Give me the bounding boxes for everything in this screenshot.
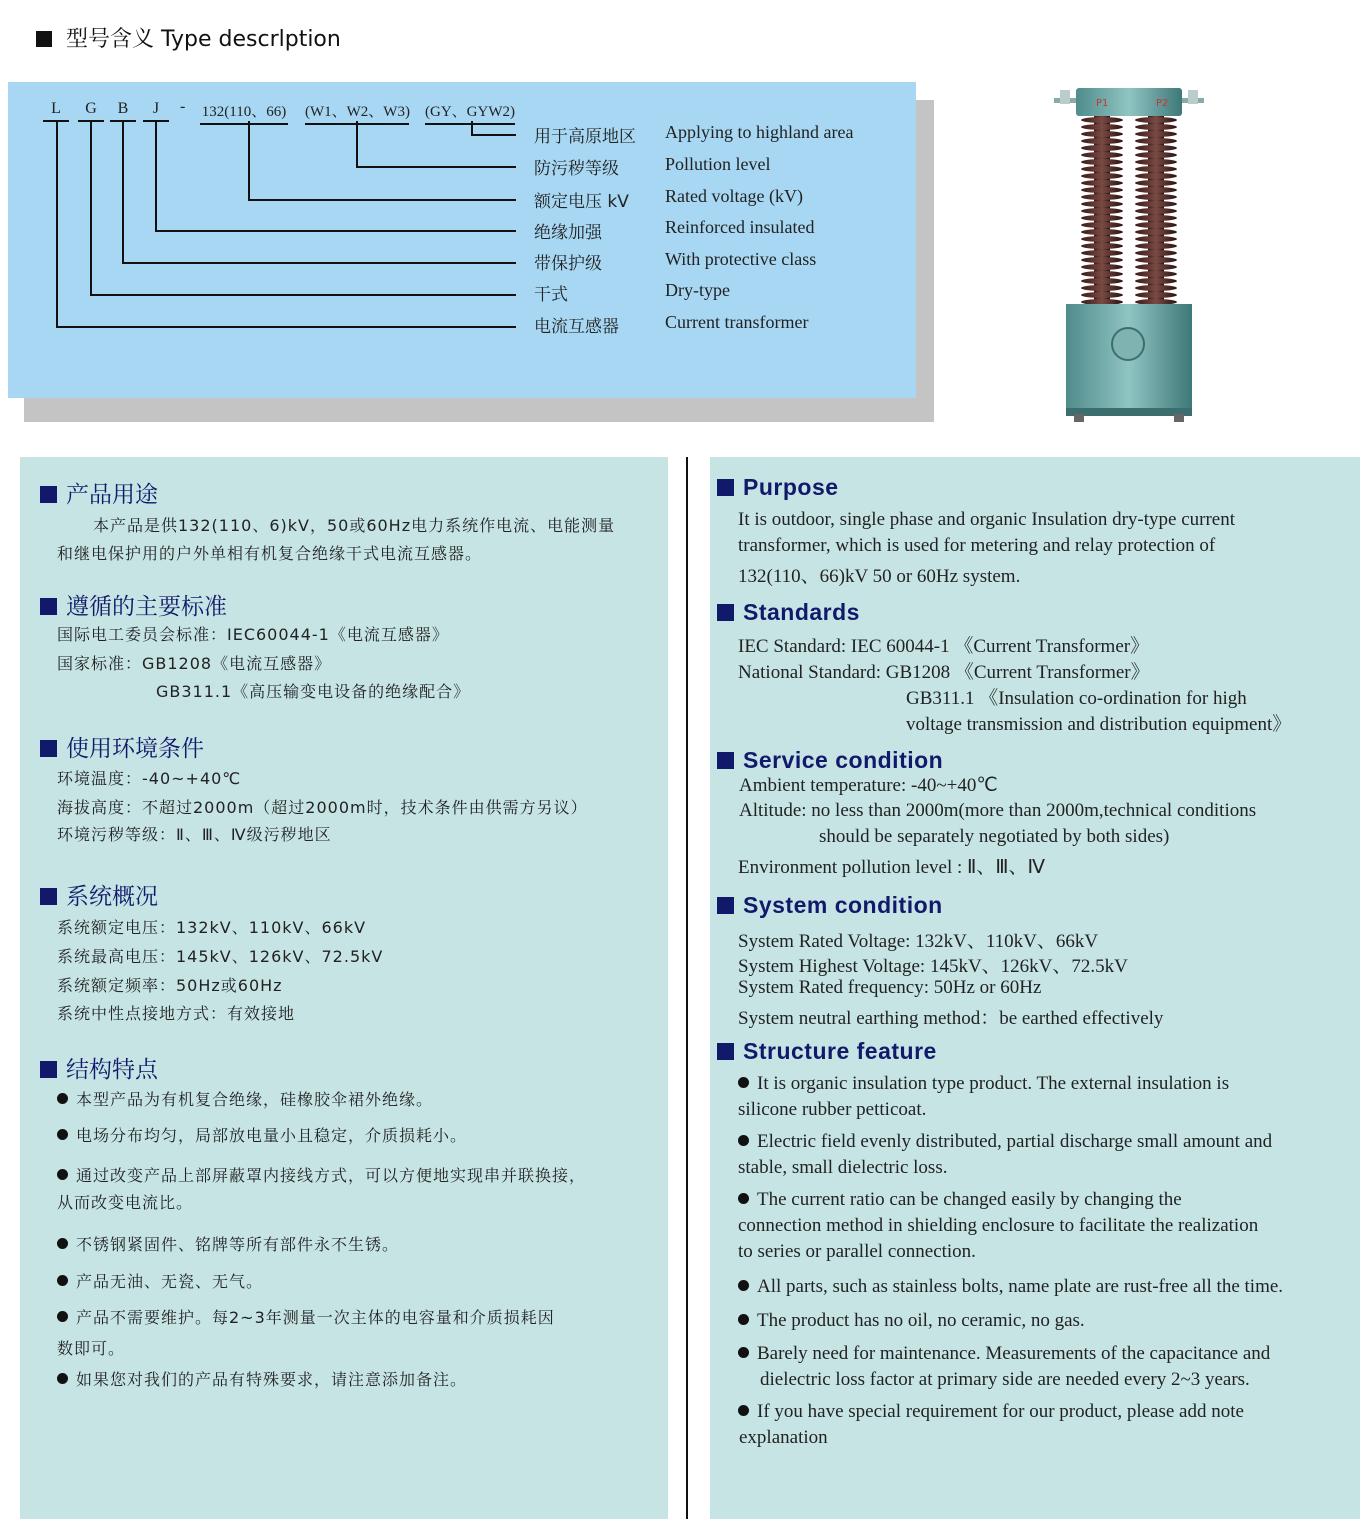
bullet-icon — [738, 1077, 749, 1088]
insulator-shed — [1081, 131, 1123, 137]
type-row-en: Dry-type — [665, 280, 730, 300]
code-b: B — [110, 100, 136, 122]
insulator-shed — [1135, 236, 1177, 242]
insulator-shed — [1135, 117, 1177, 123]
service-zh-line: 环境污秽等级：Ⅱ、Ⅲ、Ⅳ级污秽地区 — [57, 825, 332, 844]
service-en-line: Altitude: no less than 2000m(more than 2000m,technical conditions — [739, 800, 1257, 821]
square-bullet-icon — [40, 1061, 57, 1078]
type-row-zh: 绝缘加强 — [534, 223, 602, 243]
insulator-shed — [1135, 159, 1177, 165]
bullet-icon — [738, 1280, 749, 1291]
insulator-shed — [1081, 152, 1123, 158]
insulator-shed — [1081, 145, 1123, 151]
square-bullet-icon — [717, 897, 734, 914]
system-zh-line: 系统额定频率：50Hz或60Hz — [57, 976, 283, 995]
connector-line — [56, 326, 516, 328]
current-transformer-image — [1040, 82, 1220, 422]
bullet-icon — [738, 1314, 749, 1325]
system-en-line: System Rated Voltage: 132kV、110kV、66kV — [738, 931, 1099, 952]
bullet-icon — [738, 1405, 749, 1416]
structure-zh-line: 从而改变电流比。 — [57, 1193, 194, 1212]
insulator-shed — [1135, 292, 1177, 298]
insulator-shed — [1081, 222, 1123, 228]
insulator-shed — [1081, 285, 1123, 291]
section-heading-standards-zh: 遵循的主要标准 — [40, 588, 227, 621]
type-row-en: Pollution level — [665, 154, 771, 174]
page-title: 型号含义 Type descrlption — [66, 27, 341, 52]
insulator-shed — [1081, 278, 1123, 284]
structure-zh-line: 本型产品为有机复合绝缘，硅橡胶伞裙外绝缘。 — [57, 1087, 433, 1110]
insulator-shed — [1081, 187, 1123, 193]
connector-line — [56, 121, 58, 328]
system-zh-line: 系统额定电压：132kV、110kV、66kV — [57, 918, 367, 937]
bullet-icon — [738, 1135, 749, 1146]
structure-en-line: connection method in shielding enclosure to facilitate the realization — [738, 1215, 1259, 1236]
insulator-shed — [1135, 264, 1177, 270]
section-heading-system-zh: 系统概况 — [40, 878, 158, 911]
service-en-line: Environment pollution level : Ⅱ、Ⅲ、Ⅳ — [738, 857, 1046, 878]
insulator-shed — [1135, 285, 1177, 291]
purpose-en-line: It is outdoor, single phase and organic Insulation dry-type current — [738, 509, 1235, 530]
insulator-shed — [1081, 201, 1123, 207]
page-header — [36, 22, 341, 53]
code-highland: (GY、GYW2) — [425, 100, 515, 125]
section-heading-purpose-en: Purpose — [717, 474, 839, 501]
structure-zh-line: 如果您对我们的产品有特殊要求，请注意添加备注。 — [57, 1367, 467, 1390]
structure-en-line: silicone rubber petticoat. — [738, 1099, 927, 1120]
connector-line — [90, 121, 92, 296]
system-zh-line: 系统最高电压：145kV、126kV、72.5kV — [57, 947, 384, 966]
structure-zh-line: 电场分布均匀，局部放电量小且稳定，介质损耗小。 — [57, 1123, 467, 1146]
square-bullet-icon — [717, 479, 734, 496]
structure-zh-line: 产品无油、无瓷、无气。 — [57, 1269, 263, 1292]
insulator-shed — [1081, 250, 1123, 256]
type-row-en: Reinforced insulated — [665, 217, 815, 237]
code-voltage: 132(110、66) — [200, 100, 288, 125]
insulator-shed — [1135, 222, 1177, 228]
structure-zh-line: 数即可。 — [57, 1339, 126, 1358]
type-row-en: With protective class — [665, 249, 817, 269]
insulator-shed — [1081, 194, 1123, 200]
service-en-line: should be separately negotiated by both sides) — [819, 826, 1170, 847]
connector-line — [90, 294, 516, 296]
connector-line — [122, 121, 124, 264]
bullet-icon — [57, 1093, 68, 1104]
connector-line — [248, 199, 516, 201]
service-zh-line: 海拔高度：不超过2000m（超过2000m时，技术条件由供需方另议） — [57, 798, 588, 817]
code-pollution: (W1、W2、W3) — [305, 100, 409, 125]
insulator-shed — [1135, 138, 1177, 144]
purpose-zh-line: 本产品是供132(110、6)kV，50或60Hz电力系统作电流、电能测量 — [93, 516, 616, 535]
code-g: G — [78, 100, 104, 122]
square-bullet-icon — [40, 740, 57, 757]
type-row-zh: 干式 — [534, 285, 568, 305]
service-zh-line: 环境温度：-40~+40℃ — [57, 769, 242, 788]
structure-zh-line: 产品不需要维护。每2~3年测量一次主体的电容量和介质损耗因 — [57, 1305, 555, 1328]
insulator-shed — [1081, 215, 1123, 221]
insulator-shed — [1135, 166, 1177, 172]
insulator-shed — [1135, 152, 1177, 158]
connector-line — [356, 166, 516, 168]
structure-en-line: All parts, such as stainless bolts, name plate are rust-free all the time. — [738, 1276, 1283, 1298]
standards-zh-line: GB311.1《高压输变电设备的绝缘配合》 — [156, 682, 471, 701]
insulator-shed — [1135, 124, 1177, 130]
section-heading-structure-en: Structure feature — [717, 1038, 937, 1065]
insulator-shed — [1081, 243, 1123, 249]
insulator-shed — [1081, 180, 1123, 186]
standards-en-line: voltage transmission and distribution equipment》 — [906, 714, 1292, 735]
bullet-icon — [738, 1193, 749, 1204]
section-heading-purpose-zh: 产品用途 — [40, 476, 158, 509]
standards-en-line: IEC Standard: IEC 60044-1 《Current Transformer》 — [738, 636, 1150, 657]
insulator-shed — [1135, 194, 1177, 200]
bullet-icon — [57, 1238, 68, 1249]
structure-zh-line: 通过改变产品上部屏蔽罩内接线方式，可以方便地实现串并联换接， — [57, 1163, 586, 1186]
connector-line — [155, 121, 157, 232]
code-l: L — [43, 100, 69, 122]
insulator-shed — [1081, 257, 1123, 263]
type-row-zh: 额定电压 kV — [534, 192, 629, 212]
insulator-shed — [1081, 117, 1123, 123]
section-heading-service-zh: 使用环境条件 — [40, 730, 204, 763]
insulator-shed — [1135, 180, 1177, 186]
bullet-icon — [57, 1169, 68, 1180]
square-bullet-icon — [40, 486, 57, 503]
service-en-line: Ambient temperature: -40~+40℃ — [739, 775, 998, 796]
terminal-label-p2: P2 — [1156, 98, 1169, 109]
insulator-shed — [1135, 173, 1177, 179]
insulator-shed — [1081, 236, 1123, 242]
section-heading-standards-en: Standards — [717, 599, 860, 626]
standards-zh-line: 国家标准：GB1208《电流互感器》 — [57, 654, 332, 673]
insulator-shed — [1081, 159, 1123, 165]
system-en-line: System neutral earthing method：be earthed effectively — [738, 1008, 1164, 1029]
square-bullet-icon — [36, 31, 52, 47]
structure-en-line: stable, small dielectric loss. — [738, 1157, 948, 1178]
insulator-shed — [1135, 278, 1177, 284]
insulator-shed — [1135, 187, 1177, 193]
insulator-shed — [1135, 208, 1177, 214]
square-bullet-icon — [40, 598, 57, 615]
structure-en-line: The current ratio can be changed easily by changing the — [738, 1189, 1182, 1211]
insulator-shed — [1081, 138, 1123, 144]
insulator-shed — [1081, 271, 1123, 277]
insulator-shed — [1135, 201, 1177, 207]
insulator-shed — [1081, 208, 1123, 214]
connector-line — [155, 230, 516, 232]
insulator-shed — [1135, 131, 1177, 137]
insulator-shed — [1135, 243, 1177, 249]
panel-divider — [686, 457, 688, 1519]
structure-en-line: It is organic insulation type product. The external insulation is — [738, 1073, 1229, 1095]
insulator-shed — [1081, 166, 1123, 172]
structure-en-line: to series or parallel connection. — [738, 1241, 976, 1262]
connector-line — [471, 134, 516, 136]
type-row-zh: 用于高原地区 — [534, 127, 636, 147]
insulator-shed — [1081, 229, 1123, 235]
bullet-icon — [57, 1311, 68, 1322]
type-row-zh: 防污秽等级 — [534, 159, 619, 179]
connector-line — [356, 121, 358, 168]
insulator-shed — [1081, 124, 1123, 130]
insulator-shed — [1081, 173, 1123, 179]
type-row-zh: 带保护级 — [534, 254, 602, 274]
structure-en-line: Electric field evenly distributed, partial discharge small amount and — [738, 1131, 1272, 1153]
square-bullet-icon — [717, 752, 734, 769]
section-heading-structure-zh: 结构特点 — [40, 1051, 158, 1084]
type-row-en: Applying to highland area — [665, 122, 854, 142]
structure-en-line: Barely need for maintenance. Measurements of the capacitance and — [738, 1343, 1270, 1365]
type-row-en: Rated voltage (kV) — [665, 186, 803, 206]
type-row-zh: 电流互感器 — [534, 317, 619, 337]
purpose-zh-line: 和继电保护用的户外单相有机复合绝缘干式电流互感器。 — [57, 544, 483, 563]
insulator-shed — [1135, 215, 1177, 221]
code-j: J — [143, 100, 169, 122]
system-zh-line: 系统中性点接地方式：有效接地 — [57, 1004, 296, 1023]
section-heading-service-en: Service condition — [717, 747, 943, 774]
system-en-line: System Rated frequency: 50Hz or 60Hz — [738, 977, 1042, 998]
type-row-en: Current transformer — [665, 312, 809, 332]
insulator-shed — [1135, 257, 1177, 263]
structure-en-line: explanation — [739, 1427, 828, 1448]
terminal-label-p1: P1 — [1096, 98, 1109, 109]
insulator-shed — [1135, 271, 1177, 277]
structure-en-line: The product has no oil, no ceramic, no gas. — [738, 1310, 1085, 1332]
bullet-icon — [57, 1373, 68, 1384]
standards-en-line: National Standard: GB1208 《Current Transformer》 — [738, 662, 1150, 683]
standards-en-line: GB311.1 《Insulation co-ordination for high — [906, 688, 1247, 709]
structure-zh-line: 不锈钢紧固件、铭牌等所有部件永不生锈。 — [57, 1232, 399, 1255]
bullet-icon — [57, 1275, 68, 1286]
bullet-icon — [57, 1129, 68, 1140]
insulator-shed — [1135, 250, 1177, 256]
connector-line — [122, 262, 516, 264]
insulator-shed — [1081, 292, 1123, 298]
insulator-shed — [1135, 229, 1177, 235]
purpose-en-line: 132(110、66)kV 50 or 60Hz system. — [738, 566, 1021, 587]
purpose-en-line: transformer, which is used for metering and relay protection of — [738, 535, 1216, 556]
square-bullet-icon — [717, 1043, 734, 1060]
structure-en-line: If you have special requirement for our product, please add note — [738, 1401, 1244, 1423]
system-en-line: System Highest Voltage: 145kV、126kV、72.5kV — [738, 956, 1128, 977]
standards-zh-line: 国际电工委员会标准：IEC60044-1《电流互感器》 — [57, 625, 449, 644]
square-bullet-icon — [40, 888, 57, 905]
section-heading-system-en: System condition — [717, 892, 943, 919]
code-dash: - — [180, 98, 186, 115]
structure-en-line: dielectric loss factor at primary side are needed every 2~3 years. — [760, 1369, 1250, 1390]
square-bullet-icon — [717, 604, 734, 621]
insulator-shed — [1081, 264, 1123, 270]
connector-line — [248, 121, 250, 201]
insulator-shed — [1135, 145, 1177, 151]
bullet-icon — [738, 1347, 749, 1358]
